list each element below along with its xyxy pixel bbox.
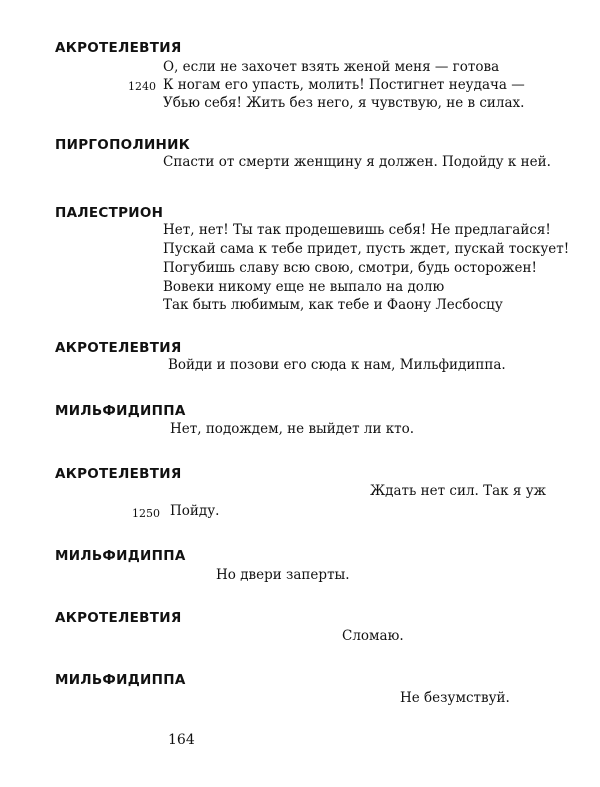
verse-line: Вовеки никому еще не выпало на долю	[163, 279, 445, 295]
speaker-name: МИЛЬФИДИППА	[55, 672, 186, 688]
speaker-name: АКРОТЕЛЕВТИЯ	[55, 610, 182, 626]
line-number: 1240	[128, 80, 156, 93]
verse-line: Пускай сама к тебе придет, пусть ждет, пускай тоскует!	[163, 241, 570, 257]
verse-line: Ждать нет сил. Так я уж	[370, 483, 547, 499]
verse-line: Погубишь славу всю свою, смотри, будь осторожен!	[163, 260, 537, 276]
verse-line: Но двери заперты.	[216, 567, 350, 583]
verse-line: Убью себя! Жить без него, я чувствую, не в силах.	[163, 95, 525, 111]
verse-line: Не безумствуй.	[400, 690, 510, 706]
speaker-name: МИЛЬФИДИППА	[55, 403, 186, 419]
verse-line: О, если не захочет взять женой меня — готова	[163, 59, 500, 75]
speaker-name: ПАЛЕСТРИОН	[55, 205, 164, 221]
verse-line: Сломаю.	[342, 628, 404, 644]
speaker-name: АКРОТЕЛЕВТИЯ	[55, 340, 182, 356]
verse-line: К ногам его упасть, молить! Постигнет неудача —	[163, 77, 525, 93]
speaker-name: АКРОТЕЛЕВТИЯ	[55, 466, 182, 482]
verse-line: Пойду.	[170, 503, 220, 519]
verse-line: Нет, подождем, не выйдет ли кто.	[170, 421, 415, 437]
page-number: 164	[168, 732, 195, 748]
verse-line: Так быть любимым, как тебе и Фаону Лесбосцу	[163, 297, 503, 313]
verse-line: Спасти от смерти женщину я должен. Подойду к ней.	[163, 154, 551, 170]
verse-line: Войди и позови его сюда к нам, Мильфидиппа.	[168, 357, 506, 373]
verse-line: Нет, нет! Ты так продешевишь себя! Не предлагайся!	[163, 222, 551, 238]
line-number: 1250	[132, 507, 160, 520]
speaker-name: АКРОТЕЛЕВТИЯ	[55, 40, 182, 56]
speaker-name: ПИРГОПОЛИНИК	[55, 137, 191, 153]
speaker-name: МИЛЬФИДИППА	[55, 548, 186, 564]
